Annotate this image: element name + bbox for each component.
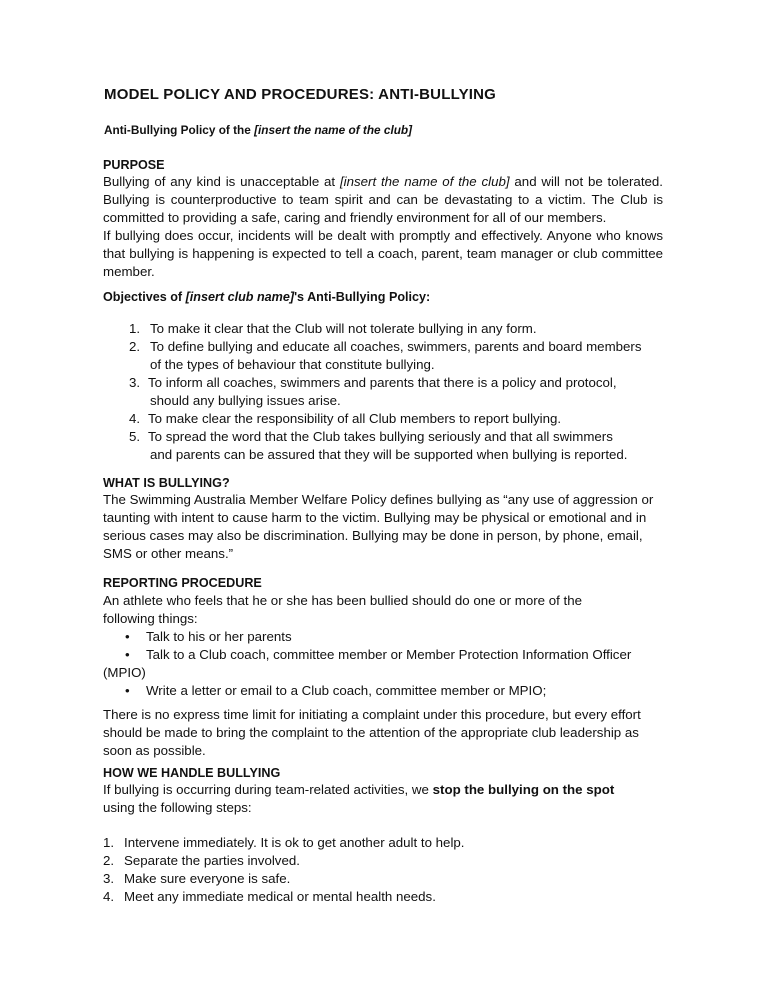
reporting-section bbox=[103, 592, 673, 760]
objective-continuation: of the types of behaviour that constitute bullying. bbox=[150, 357, 435, 372]
step-number: 4. bbox=[103, 889, 115, 904]
handle-intro-text: If bullying is occurring during team-related activities, we bbox=[103, 782, 433, 797]
subtitle-prefix: Anti-Bullying Policy of the bbox=[104, 123, 255, 137]
objectives-heading bbox=[103, 288, 430, 306]
handle-steps-list bbox=[103, 834, 663, 906]
reporting-timing-line-2: should be made to bring the complaint to the attention of the appropriate club leadership as bbox=[103, 725, 639, 740]
objective-continuation: and parents can be assured that they will be supported when bullying is reported. bbox=[150, 447, 628, 462]
reporting-bullet-item bbox=[103, 628, 673, 646]
bullet-text: Talk to a Club coach, committee member or Member Protection Information Officer bbox=[146, 647, 632, 662]
step-text: Make sure everyone is safe. bbox=[124, 871, 291, 886]
bullet-marker: • bbox=[125, 647, 130, 662]
objective-item bbox=[129, 338, 669, 356]
step-item bbox=[103, 888, 663, 906]
step-item bbox=[103, 852, 663, 870]
objectives-list bbox=[129, 320, 669, 464]
objectives-heading-placeholder: [insert club name] bbox=[185, 290, 295, 304]
objective-number: 5. bbox=[129, 429, 141, 444]
step-number: 2. bbox=[103, 853, 115, 868]
objective-text: To make clear the responsibility of all Club members to report bullying. bbox=[148, 411, 562, 426]
objective-item bbox=[129, 374, 669, 392]
bullet-text: Write a letter or email to a Club coach, committee member or MPIO; bbox=[146, 683, 547, 698]
step-number: 3. bbox=[103, 871, 115, 886]
step-item bbox=[103, 870, 663, 888]
objective-text: To spread the word that the Club takes bullying seriously and that all swimmers bbox=[148, 429, 613, 444]
step-text: Meet any immediate medical or mental health needs. bbox=[124, 889, 436, 904]
objective-text: To inform all coaches, swimmers and parents that there is a policy and protocol, bbox=[148, 375, 617, 390]
purpose-p1-end: and will not be tolerated. Bullying is counterproductive to team spirit and can be devastating to a victim. The Club is committed to providing a safe, caring and friendly environment for all of our members. bbox=[103, 174, 663, 225]
objectives-heading-suffix: 's Anti-Bullying Policy: bbox=[294, 290, 431, 304]
step-item bbox=[103, 834, 663, 852]
step-text: Separate the parties involved. bbox=[124, 853, 300, 868]
document-title: MODEL POLICY AND PROCEDURES: ANTI-BULLYING bbox=[104, 86, 497, 103]
objective-number: 4. bbox=[129, 411, 141, 426]
document-subtitle bbox=[104, 121, 412, 139]
objective-text: To define bullying and educate all coaches, swimmers, parents and board members bbox=[150, 339, 642, 354]
bullet-marker: • bbox=[125, 683, 130, 698]
purpose-paragraph-1 bbox=[103, 173, 663, 227]
purpose-p1-start: Bullying of any kind is unacceptable at bbox=[103, 174, 340, 189]
objective-number: 3. bbox=[129, 375, 141, 390]
handle-intro-line-2: using the following steps: bbox=[103, 800, 252, 815]
subtitle-placeholder: [insert the name of the club] bbox=[254, 123, 413, 137]
objectives-heading-prefix: Objectives of bbox=[103, 290, 186, 304]
handle-intro-emphasis: stop the bullying on the spot bbox=[432, 782, 615, 797]
bullet-text: Talk to his or her parents bbox=[146, 629, 292, 644]
objective-text: To make it clear that the Club will not tolerate bullying in any form. bbox=[150, 321, 537, 336]
objective-item bbox=[129, 320, 669, 338]
objective-continuation: should any bullying issues arise. bbox=[150, 393, 341, 408]
reporting-intro-line-2: following things: bbox=[103, 611, 198, 626]
reporting-timing-line-3: soon as possible. bbox=[103, 743, 206, 758]
what-is-bullying-text: The Swimming Australia Member Welfare Policy defines bullying as “any use of aggression or taunting with intent to cause harm to the victim. Bullying may be physical or emotional and in serious cases may also be discrimination. Bullying may be done in person, by phone, email, SMS or other means.” bbox=[103, 492, 654, 561]
handle-heading: HOW WE HANDLE BULLYING bbox=[103, 766, 281, 780]
bullet-continuation: (MPIO) bbox=[103, 665, 146, 680]
reporting-bullet-item bbox=[103, 646, 673, 664]
reporting-timing-line-1: There is no express time limit for initiating a complaint under this procedure, but every effort bbox=[103, 707, 641, 722]
purpose-section bbox=[103, 173, 663, 281]
objective-item bbox=[129, 428, 669, 446]
purpose-heading: PURPOSE bbox=[103, 158, 165, 172]
purpose-paragraph-2: If bullying does occur, incidents will be dealt with promptly and effectively. Anyone who knows that bullying is happening is expected to tell a coach, parent, team manager or club committee member. bbox=[103, 228, 663, 279]
handle-intro bbox=[103, 781, 673, 817]
what-is-bullying-heading: WHAT IS BULLYING? bbox=[103, 476, 230, 490]
step-number: 1. bbox=[103, 835, 115, 850]
reporting-heading: REPORTING PROCEDURE bbox=[103, 576, 262, 590]
step-text: Intervene immediately. It is ok to get another adult to help. bbox=[124, 835, 465, 850]
purpose-p1-placeholder: [insert the name of the club] bbox=[339, 174, 510, 189]
objective-number: 1. bbox=[129, 321, 141, 336]
reporting-intro-line-1: An athlete who feels that he or she has been bullied should do one or more of the bbox=[103, 593, 583, 608]
reporting-bullet-item bbox=[103, 682, 673, 700]
handle-intro-line-1 bbox=[103, 781, 673, 799]
objective-item bbox=[129, 410, 669, 428]
bullet-marker: • bbox=[125, 629, 130, 644]
objective-number: 2. bbox=[129, 339, 141, 354]
